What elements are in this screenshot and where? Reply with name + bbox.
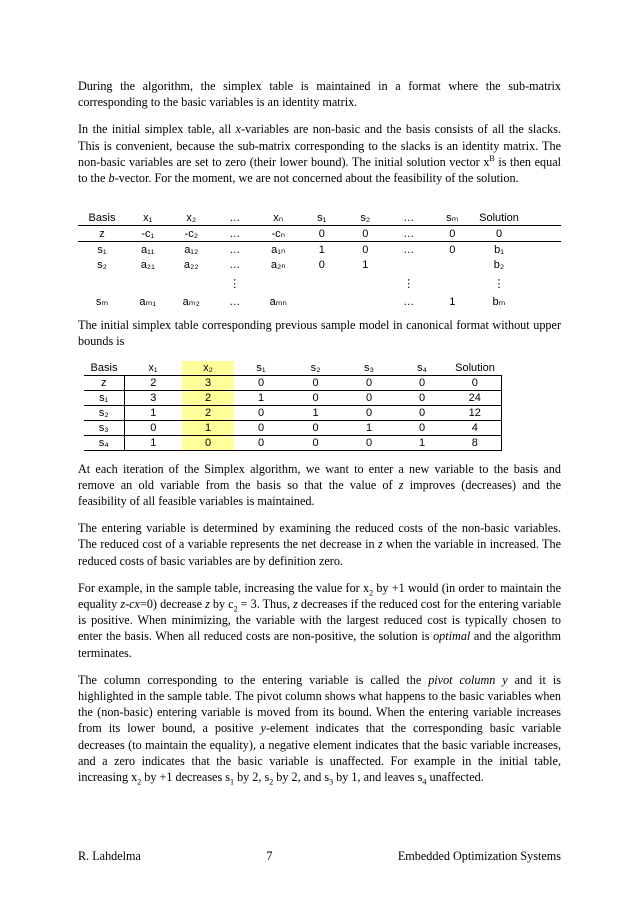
table-row xyxy=(84,420,501,435)
table-header-cell: s₁ xyxy=(317,211,327,224)
paragraph-1: During the algorithm, the simplex table is maintained in a format where the sub-matrix corresponding to the basic variables is an identity matrix. xyxy=(78,79,561,110)
table-cell: 0 xyxy=(395,405,449,420)
table-cell: 0 xyxy=(318,227,325,240)
pivot-column-cell: 1 xyxy=(182,420,234,435)
page-footer xyxy=(78,849,561,864)
table-cell: a₁₁ xyxy=(140,243,155,256)
table-cell: ⋮ xyxy=(229,277,241,290)
table-cell: a₂₂ xyxy=(183,258,199,271)
table-header-cell: x₂ xyxy=(186,211,197,224)
table-header-cell: x₁ xyxy=(143,211,153,224)
table-cell: 0 xyxy=(234,435,288,450)
table-cell: 12 xyxy=(449,405,501,420)
table-row xyxy=(84,375,501,390)
table-cell: … xyxy=(403,243,415,256)
table-header-cell: s₂ xyxy=(360,211,371,224)
table-cell: s₄ xyxy=(84,435,124,450)
table-header-cell: x₁ xyxy=(148,361,158,374)
table-cell: 0 xyxy=(234,420,288,435)
table-cell: 0 xyxy=(362,243,369,256)
table-row xyxy=(78,242,561,257)
footer-author: R. Lahdelma xyxy=(78,849,141,863)
table-row xyxy=(84,435,501,450)
generic-simplex-table xyxy=(78,210,561,309)
table-cell: b₁ xyxy=(494,243,504,256)
pivot-column-cell: 0 xyxy=(182,435,234,450)
table-cell: 0 xyxy=(343,375,395,390)
table-cell: 0 xyxy=(395,390,449,405)
table-cell: s₂ xyxy=(84,405,124,420)
table-cell: … xyxy=(403,295,415,308)
table-cell: 0 xyxy=(449,375,501,390)
table-cell: a₂ₙ xyxy=(270,259,286,272)
footer-page-number: 7 xyxy=(266,849,273,863)
table-row xyxy=(78,294,561,309)
table-cell: 0 xyxy=(318,258,325,271)
table-cell: 0 xyxy=(395,375,449,390)
table-cell: 0 xyxy=(343,390,395,405)
table-header-cell: sₘ xyxy=(446,212,459,225)
table-header-cell: Basis xyxy=(88,211,116,224)
paragraph-6: For example, in the sample table, increasing the value for $x_2$ by +1 would (in order to maintain the equality z-cx=0) decrease z by $c_2 = 3$. Thus, z decreases if the reduced cost for the entering variable is positive. When minimizing, the variable with the largest reduced cost is typically chosen to enter the basis. When all reduced costs are non-positive, the solution is optimal and the algorithm terminates. xyxy=(78,580,562,660)
table-cell: 0 xyxy=(343,435,395,450)
table-cell: 0 xyxy=(288,435,343,450)
table-header-cell: xₙ xyxy=(273,212,284,225)
table-cell: 1 xyxy=(124,435,182,450)
pivot-column-cell: 2 xyxy=(182,390,234,405)
table-cell: … xyxy=(229,243,241,256)
table-body xyxy=(78,225,561,242)
table-cell: 4 xyxy=(449,420,501,435)
table-cell: -c₂ xyxy=(184,227,198,240)
table-cell: ⋮ xyxy=(493,277,505,290)
table-cell: 1 xyxy=(343,420,395,435)
table-cell: s₁ xyxy=(84,390,124,405)
table-cell: 1 xyxy=(395,435,449,450)
pivot-column-header: x₂ xyxy=(182,361,234,376)
paragraph-5: The entering variable is determined by examining the reduced costs of the non-basic variables. The reduced cost of a variable represents the net decrease in z when the variable in increased. The reduced costs of basic variables are by definition zero. xyxy=(78,521,561,568)
table-header-cell: Solution xyxy=(479,211,519,224)
table-row xyxy=(84,390,501,405)
table-cell: 0 xyxy=(449,243,456,256)
table-cell: s₂ xyxy=(97,258,107,271)
table-cell: 0 xyxy=(343,405,395,420)
table-header-cell: s₄ xyxy=(417,361,427,374)
sample-simplex-table xyxy=(84,361,502,451)
table-header-row xyxy=(78,210,561,225)
table-cell: 1 xyxy=(124,405,182,420)
table-cell: 0 xyxy=(449,227,456,240)
table-cell: … xyxy=(229,258,241,271)
table-cell: s₃ xyxy=(84,420,124,435)
table-cell: s₁ xyxy=(97,243,107,256)
table-cell: bₘ xyxy=(492,296,506,309)
table-cell: b₂ xyxy=(493,258,505,271)
table-cell: 0 xyxy=(288,420,343,435)
table-ellipsis-row xyxy=(78,272,561,294)
table-row xyxy=(84,405,501,420)
table-header-cell: … xyxy=(403,211,415,224)
table-cell: 1 xyxy=(449,295,456,308)
table-cell: … xyxy=(229,295,241,308)
table-cell: 0 xyxy=(288,375,343,390)
paragraph-2: In the initial simplex table, all x-variables are non-basic and the basis consists of all the slacks. This is convenient, because the sub-matrix corresponding to the slacks is an identity matrix. The non-basic variables are set to zero (their lower bound). The initial solution vector $x^B$ is then equal to the b-vector. For the moment, we are not concerned about the feasibility of the solution. xyxy=(78,122,562,186)
table-row xyxy=(78,257,561,272)
table-cell: sₘ xyxy=(95,296,109,309)
table-cell: aₘ₂ xyxy=(182,296,200,309)
table-cell: 1 xyxy=(318,243,325,256)
table-cell: 0 xyxy=(395,420,449,435)
table-cell: 0 xyxy=(288,390,343,405)
paragraph-7: The column corresponding to the entering variable is called the pivot column y and it is highlighted in the sample table. The pivot column shows what happens to the basic variables when the (non-basic) entering variable is moved from its bound. When the entering variable increases from its lower bound, a positive y-element indicates that the corresponding basic variable decreases (to maintain the equality), a negative element indicates that the basic variable increases, and a zero indicates that the basic variable is unaffected. For example in the initial table, increasing $x_2$ by +1 decreases $s_1$ by 2, $s_2$ by 2, and $s_3$ by 1, and leaves $s_4$ unaffected. xyxy=(78,672,561,787)
table-header-cell: … xyxy=(229,211,241,224)
paragraph-4: At each iteration of the Simplex algorithm, we want to enter a new variable to the basis and remove an old variable from the basis so that the value of z improves (decreases) and the feasibility of all feasible variables is maintained. xyxy=(78,461,561,509)
table-cell: z xyxy=(99,227,105,240)
table-cell: -c₁ xyxy=(141,227,155,240)
table-cell: a₁₂ xyxy=(184,243,199,256)
table-cell: z xyxy=(84,375,124,390)
table-cell: -cₙ xyxy=(271,228,286,241)
paragraph-3: The initial simplex table corresponding previous sample model in canonical format without upper bounds is xyxy=(78,318,561,349)
table-cell: a₂₁ xyxy=(140,258,155,271)
table-cell: 0 xyxy=(234,375,288,390)
table-cell: aₘ₁ xyxy=(139,296,157,309)
table-cell: 1 xyxy=(234,390,288,405)
table-cell: 3 xyxy=(124,390,182,405)
table-cell: a₁ₙ xyxy=(271,244,286,257)
table-cell: 2 xyxy=(124,375,182,390)
table-header-cell: Basis xyxy=(90,361,118,374)
table-header-cell: s₁ xyxy=(256,361,266,374)
table-cell: 0 xyxy=(234,405,288,420)
pivot-column-cell: 2 xyxy=(182,405,234,420)
table-cell: 1 xyxy=(362,258,369,271)
table-cell: ⋮ xyxy=(403,277,415,290)
table-header-cell: s₃ xyxy=(364,361,374,374)
table-cell: 24 xyxy=(449,390,501,405)
table-header-row xyxy=(84,361,501,376)
page-content xyxy=(78,78,561,796)
table-cell: … xyxy=(403,227,415,240)
pivot-column-cell: 3 xyxy=(182,375,234,390)
table-cell: 0 xyxy=(124,420,182,435)
table-cell: 0 xyxy=(362,227,369,240)
table-cell: … xyxy=(229,227,241,240)
table-cell: 0 xyxy=(495,227,503,240)
table-cell: aₘₙ xyxy=(269,296,287,309)
table-cell: 8 xyxy=(449,435,501,450)
table-row xyxy=(78,226,561,241)
footer-title: Embedded Optimization Systems xyxy=(397,849,561,863)
table-header-cell: s₂ xyxy=(310,361,321,374)
table-cell: 1 xyxy=(288,405,343,420)
table-header-cell: Solution xyxy=(455,361,495,374)
